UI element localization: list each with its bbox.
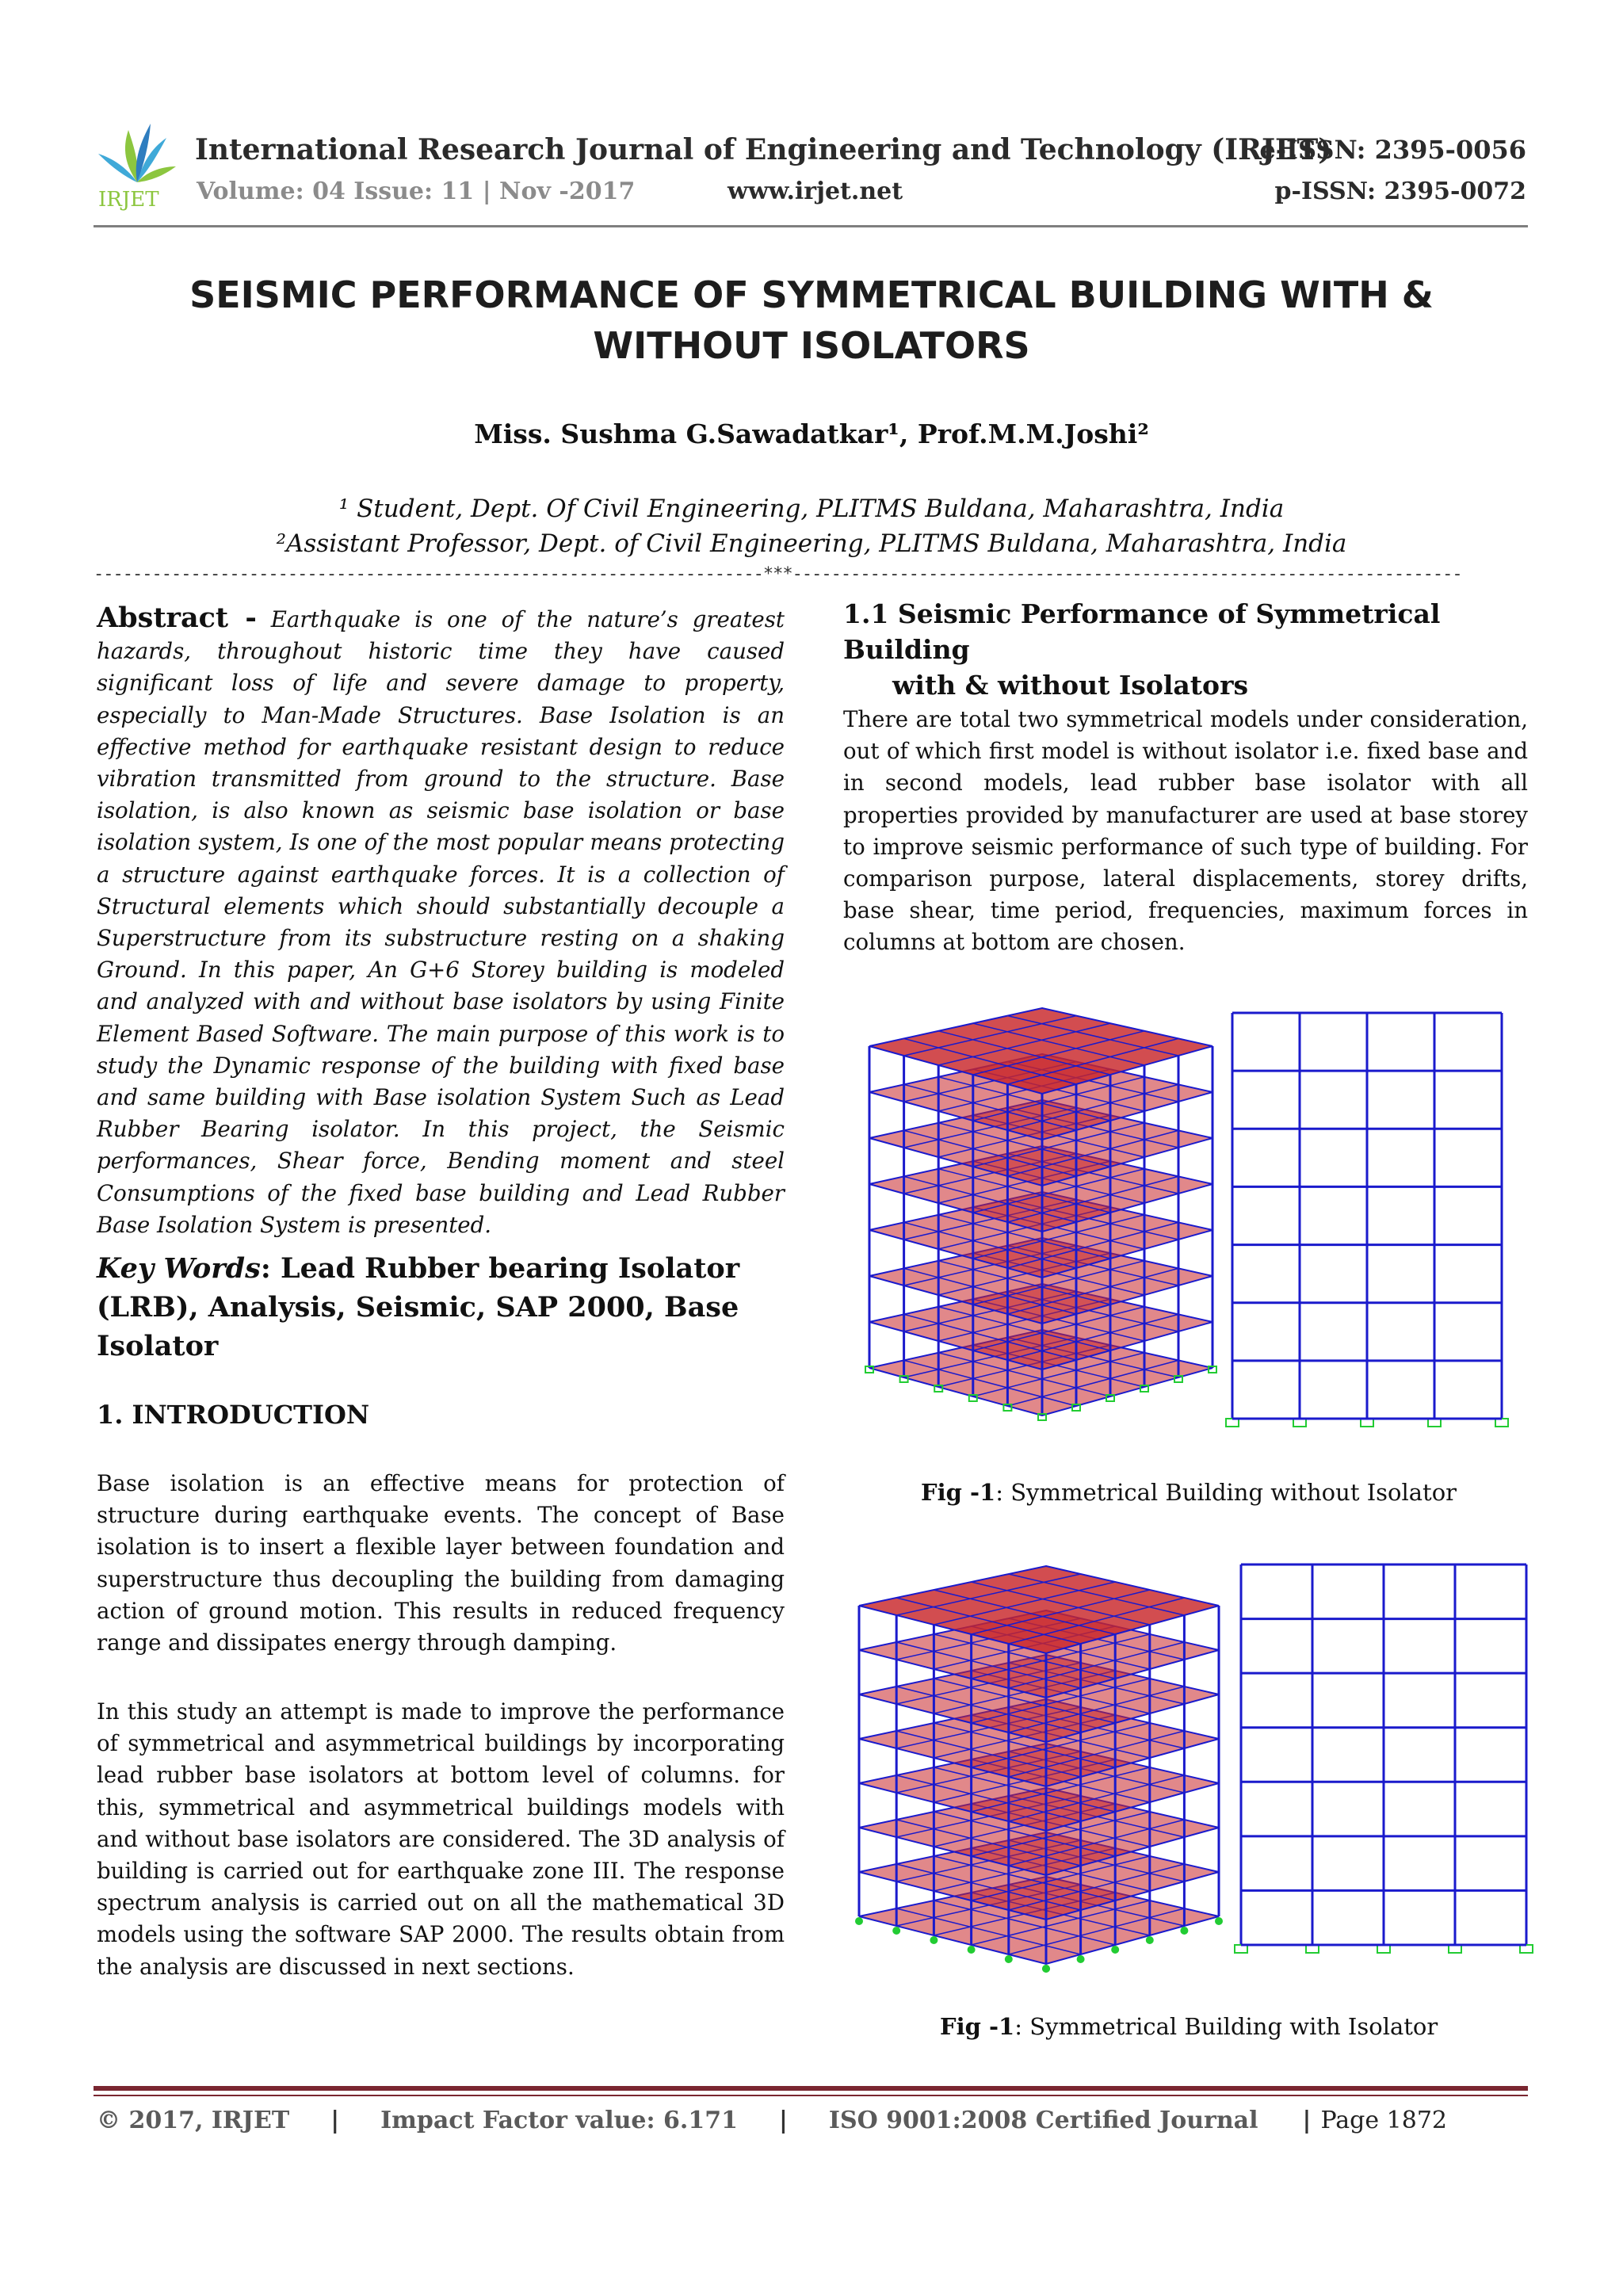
isolator-support-icon <box>1111 1946 1119 1954</box>
e-issn: e-ISSN: 2395-0056 <box>1259 135 1526 165</box>
isolator-support-icon <box>1146 1936 1154 1944</box>
figure-2-elevation-frame <box>1225 1557 1534 1969</box>
isolator-support-icon <box>892 1927 900 1935</box>
section-1-1-body: There are total two symmetrical models under consideration, out of which first model is without isolator i.e. fixed base and in second models, lead rubber base isolator with all properties provided by manufacturer are used at base storey to improve seismic performance of such type of building. For comparison purpose, lateral displacements, storey drifts, base shear, time period, frequencies, maximum forces in columns at bottom are chosen. <box>843 706 1528 956</box>
affiliation-2: ²Assistant Professor, Dept. of Civil Engineering, PLITMS Buldana, Maharashtra, India <box>276 529 1347 558</box>
journal-name: International Research Journal of Engineering and Technology (IRJET) <box>195 133 1332 166</box>
footer-rule-thin <box>94 2095 1528 2096</box>
introduction-paragraph-1: Base isolation is an effective means for protection of structure during earthquake events. The concept of Base isolation is to insert a flexible layer between foundation and superstructure thus decoupling the building from damaging action of ground motion. This results in reduced frequency range and dissipates energy through damping. <box>97 1470 785 1656</box>
affiliation-1: ¹ Student, Dept. Of Civil Engineering, PLITMS Buldana, Maharashtra, India <box>338 495 1285 523</box>
abstract-text: Earthquake is one of the nature’s greatest hazards, throughout historic time they have caused significant loss of life and severe damage to property, especially to Man-Made Structures. Base Isolation is an effective method for earthquake resistant design to reduce vibration transmitted from ground to the structure. Base isolation, is also known as seismic base isolation or base isolation system, Is one of the most popular means protecting a structure against earthquake forces. It is a collection of Structural elements which should substantially decouple a Superstructure from its substructure resting on a shaking Ground. In this paper, An G+6 Storey building is modeled and analyzed with and without base isolators by using Finite Element Based Software. The main purpose of this work is to study the Dynamic response of the building with fixed base and same building with Base isolation System Such as Lead Rubber Bearing isolator. In this project, the Seismic performances, Shear force, Bending moment and steel Consumptions of the fixed base building and Lead Rubber Base Isolation System is presented. <box>97 606 785 1238</box>
keywords-label: Key Words <box>97 1252 261 1285</box>
page-footer <box>97 2107 1447 2134</box>
isolator-support-icon <box>1215 1917 1223 1925</box>
figure-2-label: Fig -1 <box>940 2013 1015 2040</box>
isolator-support-icon <box>1077 1955 1085 1963</box>
figure-1-label: Fig -1 <box>921 1479 996 1506</box>
abstract-label: Abstract - <box>97 602 257 634</box>
figure-2-caption <box>940 2013 1438 2040</box>
isolator-support-icon <box>1042 1965 1050 1973</box>
journal-website: www.irjet.net <box>727 178 903 205</box>
keywords-text: Lead Rubber bearing Isolator (LRB), Analysis, Seismic, SAP 2000, Base Isolator <box>97 1252 740 1362</box>
p-issn: p-ISSN: 2395-0072 <box>1274 178 1526 205</box>
section-1-1-heading <box>843 596 1528 703</box>
isolator-support-icon <box>855 1917 863 1925</box>
irjet-logo <box>94 117 181 214</box>
figure-1-elevation-frame <box>1212 994 1522 1441</box>
figure-1-caption-text: : Symmetrical Building without Isolator <box>995 1479 1457 1506</box>
isolator-support-icon <box>1005 1955 1013 1963</box>
introduction-paragraph-2: In this study an attempt is made to improve the performance of symmetrical and asymmetrical buildings by incorporating lead rubber base isolators at bottom level of columns. for this, symmetrical and asymmetrical buildings models with and without base isolators are considered. The 3D analysis of building is carried out for earthquake zone III. The response spectrum analysis is carried out on all the mathematical 3D models using the software SAP 2000. The results obtain from the analysis are discussed in next sections. <box>97 1698 785 1980</box>
volume-issue: Volume: 04 Issue: 11 | Nov -2017 <box>197 178 636 205</box>
footer-separator: | <box>1302 2107 1312 2134</box>
figure-1-3d-model <box>852 997 1232 1450</box>
footer-separator: | <box>778 2107 788 2134</box>
introduction-heading: 1. INTRODUCTION <box>97 1400 370 1430</box>
svg-text:IRJET: IRJET <box>98 188 159 212</box>
footer-impact-factor: Impact Factor value: 6.171 <box>380 2107 738 2134</box>
isolator-support-icon <box>1180 1927 1188 1935</box>
section-separator: ---------------------------------------------------------------------***--------------------------------------------------------------------- <box>94 564 1462 584</box>
abstract <box>97 602 785 1241</box>
paper-title: SEISMIC PERFORMANCE OF SYMMETRICAL BUILDING WITH & WITHOUT ISOLATORS <box>189 273 1434 367</box>
section-heading-line-2: with & without Isolators <box>892 670 1249 701</box>
footer-iso: ISO 9001:2008 Certified Journal <box>828 2107 1258 2134</box>
isolator-support-icon <box>968 1946 976 1954</box>
figure-2-caption-text: : Symmetrical Building with Isolator <box>1014 2013 1438 2040</box>
footer-rule-thick <box>94 2086 1528 2091</box>
footer-page-number: Page 1872 <box>1320 2107 1448 2134</box>
header-divider <box>94 225 1528 227</box>
keywords: Key Words: Lead Rubber bearing Isolator (LRB), Analysis, Seismic, SAP 2000, Base Isolator <box>97 1252 740 1362</box>
figure-2-3d-model <box>848 1558 1236 2019</box>
logo-leaves-icon <box>98 124 176 182</box>
figure-1-caption <box>921 1479 1457 1506</box>
footer-copyright: © 2017, IRJET <box>97 2107 290 2134</box>
section-heading-line-1: 1.1 Seismic Performance of Symmetrical Building <box>843 598 1441 665</box>
isolator-support-icon <box>930 1936 938 1944</box>
authors: Miss. Sushma G.Sawadatkar¹, Prof.M.M.Joshi² <box>474 418 1149 449</box>
footer-separator: | <box>330 2107 340 2134</box>
